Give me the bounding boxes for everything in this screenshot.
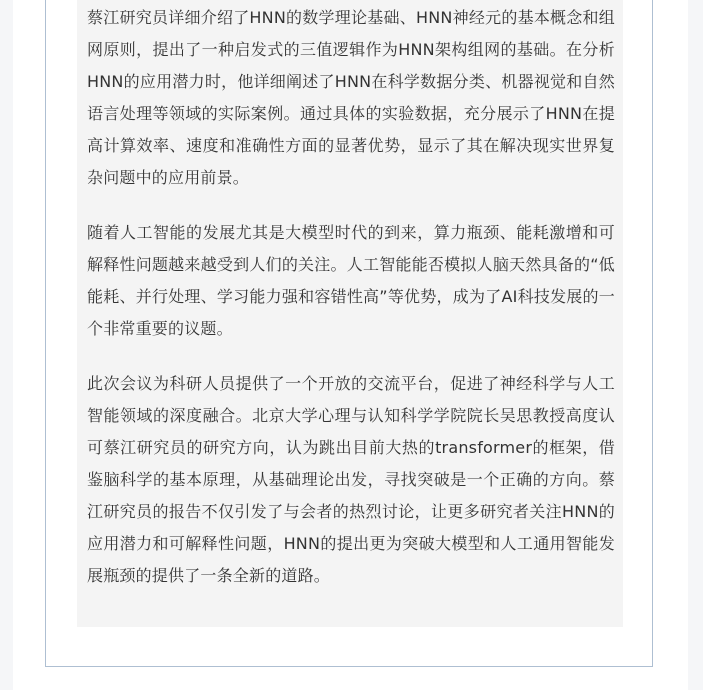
article-paragraph-1: 蔡江研究员详细介绍了HNN的数学理论基础、HNN神经元的基本概念和组网原则，提出了一种启发式的三值逻辑作为HNN架构组网的基础。在分析HNN的应用潜力时，他详细阐述了HNN在科学数据分类、机器视觉和自然语言处理等领域的实际案例。通过具体的实验数据，充分展示了HNN在提高计算效率、速度和准确性方面的显著优势，显示了其在解决现实世界复杂问题中的应用前景。: [87, 8, 615, 187]
article-paragraph-2: 随着人工智能的发展尤其是大模型时代的到来，算力瓶颈、能耗激增和可解释性问题越来越受到人们的关注。人工智能能否模拟人脑天然具备的“低能耗、并行处理、学习能力强和容错性高”等优势，成为了AI科技发展的一个非常重要的议题。: [87, 223, 615, 338]
article-paragraph-3: 此次会议为科研人员提供了一个开放的交流平台，促进了神经科学与人工智能领域的深度融合。北京大学心理与认知科学学院院长吴思教授高度认可蔡江研究员的研究方向，认为跳出目前大热的transformer的框架，借鉴脑科学的基本原理，从基础理论出发，寻找突破是一个正确的方向。蔡江研究员的报告不仅引发了与会者的热烈讨论，让更多研究者关注HNN的应用潜力和可解释性问题，HNN的提出更为突破大模型和人工通用智能发展瓶颈的提供了一条全新的道路。: [87, 374, 615, 585]
article-card: [77, 0, 623, 627]
